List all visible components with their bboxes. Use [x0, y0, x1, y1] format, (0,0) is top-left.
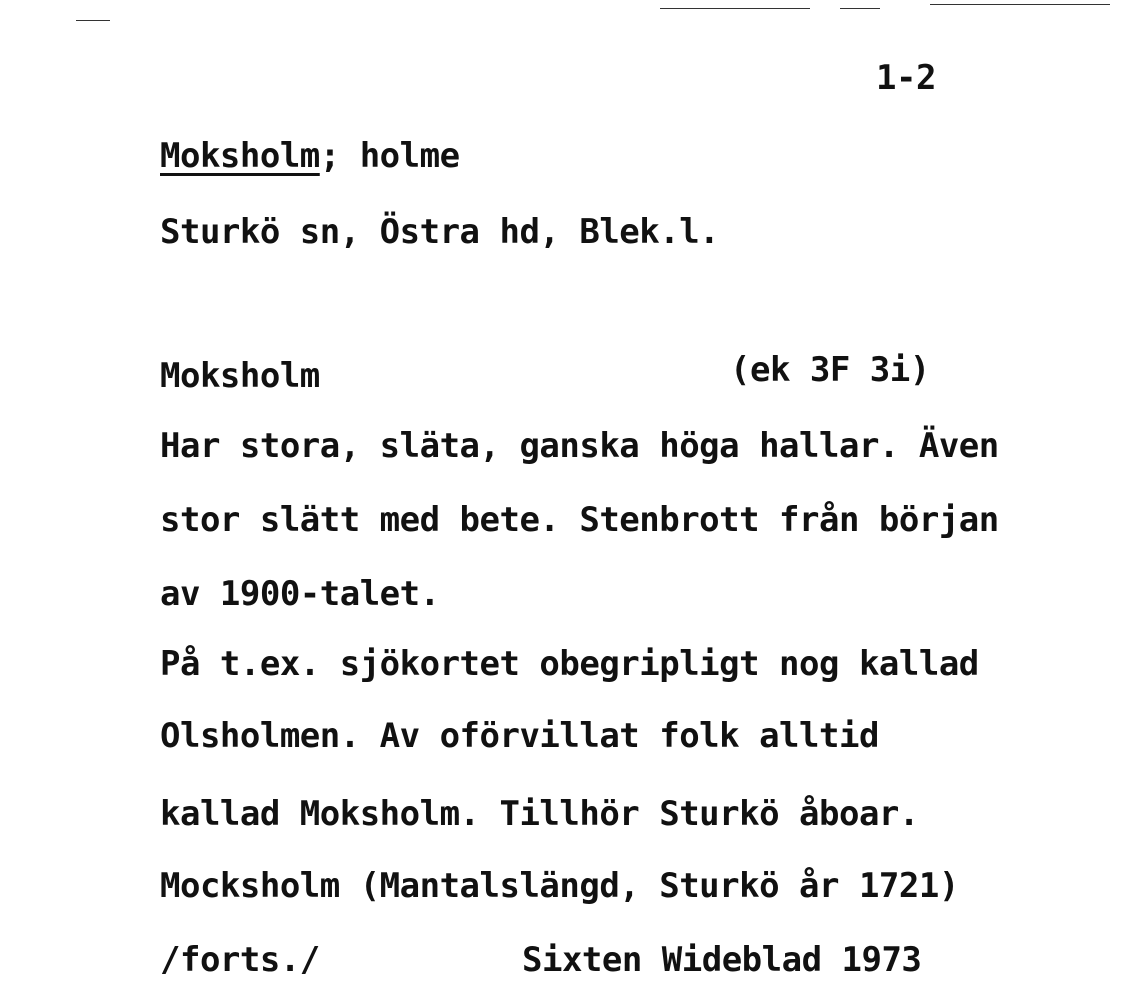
body-line: Mocksholm (Mantalslängd, Sturkö år 1721) — [160, 866, 959, 906]
entry-name: Moksholm — [160, 356, 320, 396]
continued-marker: /forts./ — [160, 940, 320, 980]
scan-mark — [930, 4, 1110, 5]
body-line: stor slätt med bete. Stenbrott från början — [160, 500, 999, 540]
map-reference: (ek 3F 3i) — [730, 350, 930, 390]
headword-line — [160, 136, 460, 176]
headword-suffix: ; holme — [319, 136, 460, 176]
location: Sturkö sn, Östra hd, Blek.l. — [160, 212, 720, 252]
page-number: 1-2 — [876, 58, 936, 98]
scan-mark — [76, 20, 110, 21]
author-signature: Sixten Wideblad 1973 — [522, 940, 922, 980]
body-line: kallad Moksholm. Tillhör Sturkö åboar. — [160, 794, 919, 834]
body-line: På t.ex. sjökortet obegripligt nog kallad — [160, 644, 979, 684]
body-line: Har stora, släta, ganska höga hallar. Även — [160, 426, 999, 466]
body-line: av 1900-talet. — [160, 574, 440, 614]
body-line: Olsholmen. Av oförvillat folk alltid — [160, 716, 879, 756]
headword: Moksholm — [160, 136, 320, 176]
scan-mark — [660, 8, 810, 9]
scan-mark — [840, 8, 880, 9]
